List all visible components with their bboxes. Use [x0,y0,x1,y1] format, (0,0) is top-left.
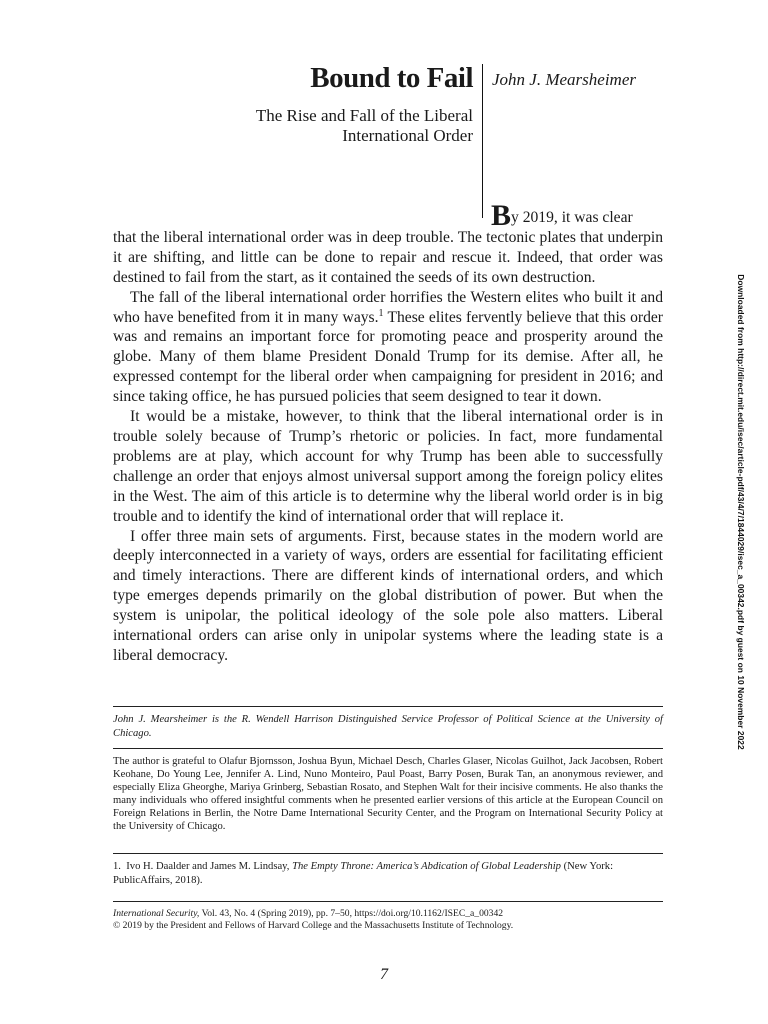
drop-cap: B [491,199,512,232]
footnote-publication: (New York: PublicAffairs, 2018). [113,861,614,886]
journal-name: International Security, [113,908,200,919]
article-title: Bound to Fail [310,62,473,94]
author-bio: John J. Mearsheimer is the R. Wendell Harrison Distinguished Service Professor of Political Science at the University of Chicago. [113,714,663,739]
article-body [113,199,663,666]
body-paragraph: It would be a mistake, however, to think that the liberal international order is in trouble solely because of Trump’s rhetoric or policies. In fact, more fundamental problems are at play, which account for why Trump has been able to successfully challenge an order that enjoys almost universal support among the foreign policy elites in the West. The aim of this article is to determine why the liberal world order is in big trouble and to identify the kind of international order that will replace it. [113,408,663,525]
citation-details: Vol. 43, No. 4 (Spring 2019), pp. 7–50, https://doi.org/10.1162/ISEC_a_00342 [199,908,504,919]
footnote-book-title: The Empty Throne: America’s Abdication of Global Leadership [292,861,561,872]
download-notice: Downloaded from http://direct.mit.edu/isec/article-pdf/43/4/7/1844029/isec_a_00342.pdf by guest on 10 November 2022 [736,274,746,750]
paragraph-text: that the liberal international order was in deep trouble. The tectonic plates that underpin it are shifting, and little can be done to repair and rescue it. Indeed, that order was destined to fail from the start, as it contained the seeds of its own destruction. [113,228,663,286]
footnote [113,860,663,888]
article-author: John J. Mearsheimer [492,70,636,89]
footnote-authors: Ivo H. Daalder and James M. Lindsay, [126,861,290,872]
citation-divider [113,901,663,902]
title-divider [482,64,483,218]
copyright-notice: © 2019 by the President and Fellows of Harvard College and the Massachusetts Institute of Technology. [113,920,514,932]
page-number: 7 [380,966,388,983]
notes-divider [113,748,663,749]
paragraph-text: These elites fervently believe that this order was and remains an important force for promoting peace and prosperity around the globe. Many of them blame President Donald Trump for its demise. After all, he expressed contempt for the liberal order when campaigning for president in 2016; and since taking office, he has pursued policies that seem designed to tear it down. [113,308,663,406]
journal-citation [113,908,663,933]
body-paragraph [113,199,663,288]
body-paragraph: I offer three main sets of arguments. First, because states in the modern world are deeply interconnected in a variety of ways, orders are essential for facilitating efficient and timely interactions. There are different kinds of international orders, and which type emerges depends primarily on the global distribution of power. But when the system is unipolar, the political ideology of the sole pole also matters. Liberal international orders can arise only in unipolar systems where the leading state is a liberal democracy. [113,527,663,664]
paragraph-text: The fall of the liberal international order horrifies the Western elites who built it and who have benefited from it in many ways. [113,288,663,326]
footnote-reference[interactable]: 1 [378,307,384,319]
opening-line [113,199,663,232]
acknowledgments: The author is grateful to Olafur Bjornsson, Joshua Byun, Michael Desch, Charles Glaser, Nicolas Guilhot, Jack Jacobsen, Robert Keohane, Do Young Lee, Jennifer A. Lind, Nuno Monteiro, Paul Poast, Barry Posen, Burak Tan, an anonymous reviewer, and especially Eliza Gheorghe, Mariya Grinberg, Sebastian Rosato, and Stephen Walt for their incisive comments. He also thanks the many individuals who offered insightful comments when he presented earlier versions of this article at the European Council on Foreign Relations in Berlin, the Notre Dame International Security Center, and the Program on International Security Policy at the University of Chicago. [113,756,663,832]
opening-text: y 2019, it was clear [511,209,633,226]
subtitle-line: International Order [342,126,473,145]
footnote-number: 1. [113,861,121,872]
subtitle-line: The Rise and Fall of the Liberal [255,106,473,125]
notes-divider [113,853,663,854]
notes-divider [113,706,663,707]
body-paragraph [113,288,663,407]
article-subtitle [153,106,473,146]
